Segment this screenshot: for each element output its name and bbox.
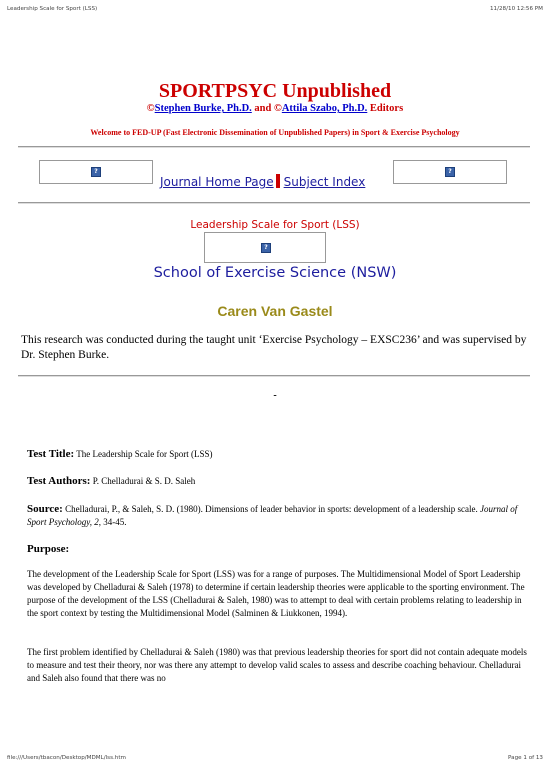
copyright-symbol: © — [146, 103, 155, 114]
print-header-title: Leadership Scale for Sport (LSS) — [7, 6, 98, 12]
author-name: Caren Van Gastel — [217, 303, 333, 319]
print-footer-page: Page 1 of 13 — [508, 755, 543, 761]
divider — [18, 146, 530, 148]
source-pages: , 34-45. — [98, 517, 127, 527]
purpose-paragraph-2: The first problem identified by Chelladurai & Saleh (1980) was that previous leadership theories for sport did not contain adequate models to measure and test their theory, nor was there any attempt to develop valid scales to assess and describe coaching behaviour. Chelladurai and Saleh also found that there was no — [27, 647, 527, 683]
missing-image-icon: ? — [445, 167, 455, 177]
source-citation: Chelladurai, P., & Saleh, S. D. (1980). Dimensions of leader behavior in sports: development of a leadership scale. — [62, 504, 481, 514]
purpose-paragraph-1: The development of the Leadership Scale for Sport (LSS) was for a range of purposes. The Multidimensional Model of Sport Leadership was developed by Chelladurai & Saleh (1978) to determine if certain leadership theories were applicable to the sporting environment. The purpose of the development of the LSS (Chelladurai & Saleh, 1980) was to attempt to deal with certain problems relating to leadership in the sport context by testing the Multidimensional Model (Salminen & Liukkonen, 1994). — [27, 569, 525, 618]
intro-paragraph: This research was conducted during the taught unit ‘Exercise Psychology – EXSC236’ and was supervised by Dr. Stephen Burke. — [21, 334, 527, 361]
section-divider-dash: - — [273, 390, 277, 401]
test-authors-value: P. Chelladurai & S. D. Saleh — [90, 476, 196, 486]
editors-suffix: Editors — [367, 103, 404, 114]
nav-image-left[interactable] — [39, 160, 153, 184]
nav-links — [160, 174, 365, 189]
test-title-field — [27, 448, 529, 461]
test-authors-field — [27, 475, 529, 488]
source-label: Source: — [27, 503, 63, 515]
journal-home-link[interactable]: Journal Home Page — [160, 175, 274, 189]
missing-image-icon: ? — [91, 167, 101, 177]
source-journal: Journal of Sport Psychology, 2 — [27, 504, 518, 527]
site-title: SPORTPSYC Unpublished — [158, 80, 392, 102]
missing-image-icon: ? — [261, 243, 271, 253]
article-heading: Leadership Scale for Sport (LSS) — [190, 219, 360, 231]
editors-line — [21, 103, 529, 114]
editor-link-burke[interactable]: Stephen Burke, Ph.D. — [154, 103, 252, 114]
purpose-heading: Purpose: — [27, 543, 70, 555]
divider — [18, 375, 530, 377]
test-title-label: Test Title: — [27, 448, 75, 460]
subject-index-link[interactable]: Subject Index — [283, 175, 366, 189]
source-field — [27, 503, 529, 529]
test-authors-label: Test Authors: — [27, 475, 91, 487]
print-footer-path: file:///Users/tbacon/Desktop/MDML/lss.htm — [7, 755, 126, 761]
school-name: School of Exercise Science (NSW) — [153, 265, 397, 281]
divider — [18, 202, 530, 204]
test-title-value: The Leadership Scale for Sport (LSS) — [74, 449, 213, 459]
editors-and: and © — [251, 103, 282, 114]
welcome-text: Welcome to FED-UP (Fast Electronic Dissemination of Unpublished Papers) in Sport & Exercise Psychology — [90, 128, 460, 137]
school-logo-image — [204, 232, 326, 263]
editor-link-szabo[interactable]: Attila Szabo, Ph.D. — [281, 103, 368, 114]
nav-image-right[interactable] — [393, 160, 507, 184]
print-header-date: 11/28/10 12:56 PM — [490, 6, 543, 12]
nav-separator — [276, 174, 280, 188]
